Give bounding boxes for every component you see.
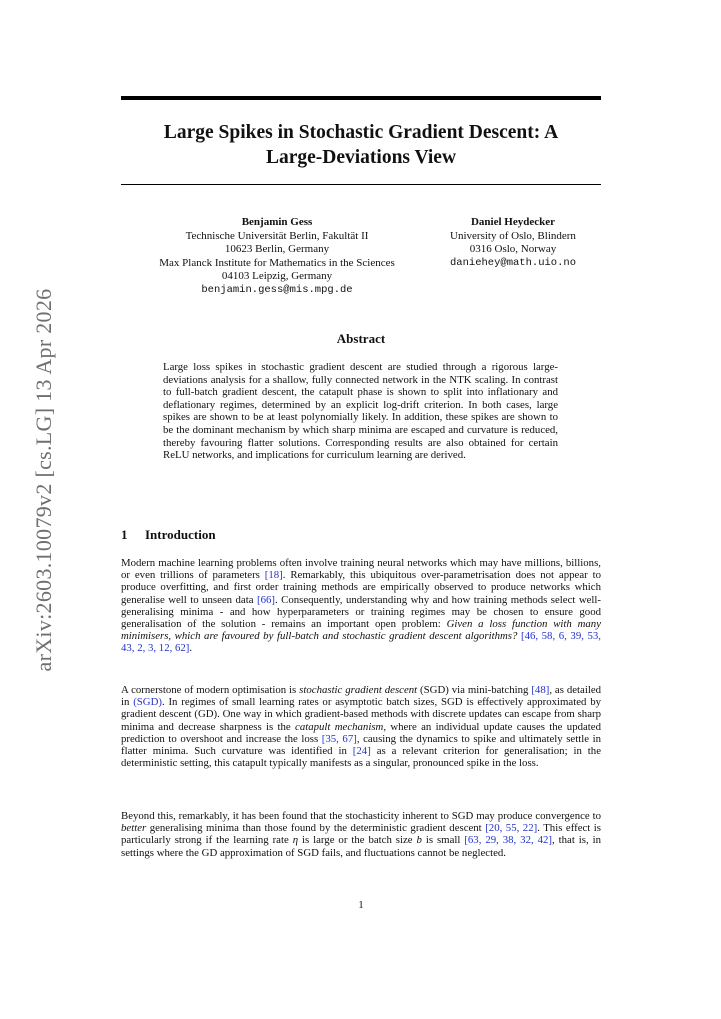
author-affiliation: Max Planck Institute for Mathematics in the Sciences — [159, 256, 395, 269]
citation-link[interactable]: [63, 29, 38, 32, 42] — [464, 834, 552, 847]
page-number: 1 — [358, 899, 364, 911]
paragraph-text: is small — [421, 834, 465, 847]
author-affiliation: 04103 Leipzig, Germany — [221, 270, 333, 283]
title-top-rule — [121, 96, 601, 100]
title-bottom-rule — [121, 184, 601, 185]
paragraph-text: . — [189, 642, 193, 655]
paragraph-text: A cornerstone of modern optimisation is — [121, 684, 300, 696]
author-affiliation: 10623 Berlin, Germany — [224, 243, 330, 256]
author-block-gess — [128, 216, 426, 298]
math-symbol-b: b — [416, 834, 422, 847]
paragraph-text: . Consequently, understanding why and how training methods select well-generalising minima - and how hyperparameters or training regimes may be chosen to ensure good generalisation of the solution - remains an important open problem: — [121, 593, 602, 631]
author-block-heydecker — [430, 216, 596, 270]
section-number: 1 — [121, 527, 128, 542]
emphasis-term: catapult mechanism — [295, 720, 384, 733]
author-affiliation: University of Oslo, Blindern — [450, 229, 576, 242]
emphasis-term: stochastic gradient descent — [299, 684, 418, 696]
author-name: Benjamin Gess — [241, 216, 313, 228]
author-email[interactable]: benjamin.gess@mis.mpg.de — [201, 283, 353, 296]
paragraph-text: , as detailed in — [121, 684, 602, 709]
section-title: Introduction — [145, 527, 216, 542]
math-symbol-eta: η — [292, 834, 299, 847]
paragraph-text: , that is, in settings where the GD approximation of SGD fails, and fluctuations cannot be neglected. — [121, 834, 601, 859]
emphasis-term: better — [121, 822, 147, 835]
author-affiliation: 0316 Oslo, Norway — [469, 243, 557, 256]
citation-link[interactable]: [35, 67] — [321, 732, 357, 745]
paper-title — [121, 120, 601, 170]
paragraph-text: . Remarkably, this ubiquitous over-parametrisation does not appear to produce overfitting, and first order training methods are empirically observed to produce networks which generalise well to unseen data — [121, 569, 601, 606]
author-email[interactable]: daniehey@math.uio.no — [449, 256, 577, 269]
title-line-2: Large-Deviations View — [265, 147, 457, 168]
equation-link[interactable]: (SGD) — [133, 696, 162, 709]
paragraph-text: Modern machine learning problems often involve training neural networks which may have millions, billions, or even trillions of parameters — [121, 557, 601, 582]
title-line-1: Large Spikes in Stochastic Gradient Descent: A — [163, 122, 559, 143]
arxiv-identifier-text: arXiv:2603.10079v2 [cs.LG] 13 Apr 2026 — [31, 288, 56, 672]
citation-link[interactable]: [46, 58, 6, 39, 53, 43, 2, 3, 12, 62] — [121, 630, 601, 655]
citation-link[interactable]: [48] — [531, 684, 550, 696]
paragraph-text: , causing the dynamics to spike and ultimately settle in flatter minima. Such curvature was identified in — [121, 732, 601, 758]
citation-link[interactable]: [18] — [264, 569, 283, 582]
paragraph-text: . In regimes of small learning rates or asymptotic batch sizes, SGD is effectively approximated by gradient descent (GD). One way in which gradient-based methods with discrete updates can escape from sharp minima and decrease sharpness is the — [121, 696, 601, 733]
paragraph-text: . This effect is particularly strong if the learning rate — [121, 822, 601, 847]
research-question: Given a loss function with many minimisers, which are favoured by full-batch and stochastic gradient descent algorithms? — [121, 618, 601, 643]
author-name: Daniel Heydecker — [470, 216, 555, 228]
citation-link[interactable]: [24] — [352, 745, 371, 758]
paragraph-text: as a relevant criterion for generalisation; in the deterministic setting, this catapult typically manifests as a singular, pronounced spike in the loss. — [121, 745, 601, 770]
paragraph-2 — [121, 684, 601, 769]
paragraph-text: is large or the batch size — [298, 834, 417, 847]
paragraph-text: generalising minima than those found by the deterministic gradient descent — [146, 822, 486, 835]
abstract-heading: Abstract — [336, 331, 386, 346]
paragraph-text: , where an individual update causes the updated prediction to overshoot and increase the loss — [121, 720, 601, 745]
section-heading — [121, 527, 216, 543]
citation-link[interactable]: [66] — [256, 593, 275, 606]
citation-link[interactable]: [20, 55, 22] — [485, 822, 538, 835]
author-affiliation: Technische Universität Berlin, Fakultät II — [185, 229, 369, 242]
paragraph-text: Beyond this, remarkably, it has been found that the stochasticity inherent to SGD may produce convergence to — [121, 810, 601, 822]
paragraph-1 — [121, 557, 601, 655]
abstract-text: Large loss spikes in stochastic gradient descent are studied through a rigorous large-deviations analysis for a shallow, fully connected network in the NTK scaling. In contrast to full-batch gradient descent, the catapult phase is shown to split into inflationary and deflationary regimes, determined by an explicit log-drift criterion. In both cases, large spikes are shown to be at least polynomially likely. In addition, these spikes are shown to be the dominant mechanism by which sharp minima are escaped and curvature is reduced, thereby favouring flatter solutions. Corresponding results are also obtained for certain ReLU networks, and implications for curriculum learning are derived. — [163, 361, 558, 462]
paragraph-text: (SGD) via mini-batching — [417, 684, 532, 696]
paragraph-3 — [121, 810, 601, 859]
